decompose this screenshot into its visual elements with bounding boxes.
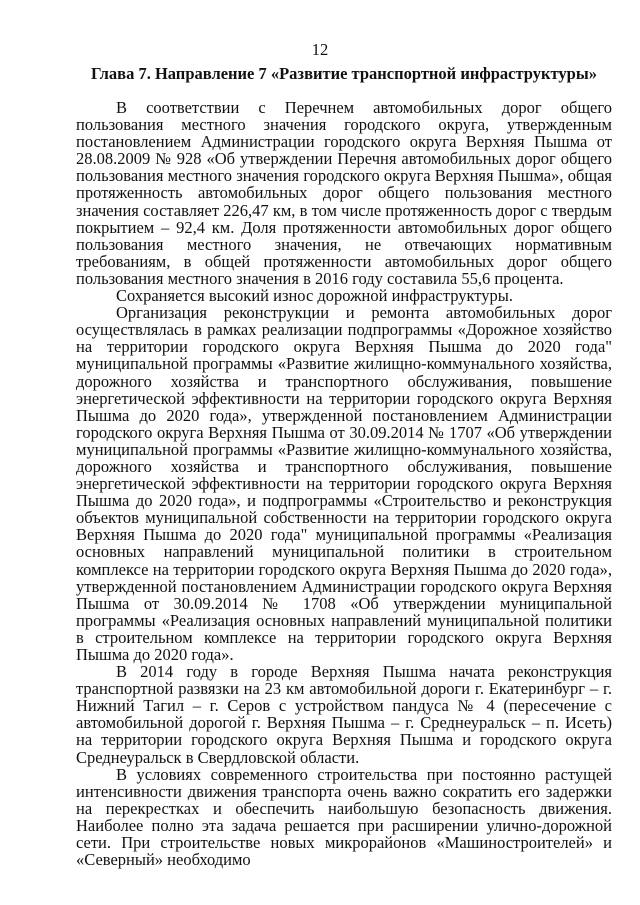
paragraph-road-wear: Сохраняется высокий износ дорожной инфраструктуры. [116,286,514,306]
paragraph-road-network: В соответствии с Перечнем автомобильных дорог общего пользования местного значения городского округа, утвержденным постановлением Администрации городского округа Верхняя Пышма от 28.08.2009 № 928 «Об утверждении Перечня автомобильных дорог общего пользования местного значения городского округа Верхняя Пышма», общая протяженность автомобильных дорог общего пользования местного значения составляет 226,47 км, в том числе протяженность дорог с твердым покрытием – 92,4 км. Доля протяженности автомобильных дорог общего пользования местного значения, не отвечающих нормативным требованиям, в общей протяженности автомобильных дорог общего пользования местного значения в 2016 году составила 55,6 процента. [76,98,612,288]
chapter-title: Глава 7. Направление 7 «Развитие транспортной инфраструктуры» [91,64,597,83]
page-number: 12 [311,40,329,59]
paragraph-interchange-reconstruction: В 2014 году в городе Верхняя Пышма начата реконструкция транспортной развязки на 23 км автомобильной дороги г. Екатеринбург – г. Нижний Тагил – г. Серов с устройством пандуса № 4 (пересечение с автомобильной дорогой г. Верхняя Пышма – г. Среднеуральск – п. Исеть) на территории городского округа Верхняя Пышма и городского округа Среднеуральск в Свердловской области. [76,662,612,767]
paragraph-traffic-conditions: В условиях современного строительства при постоянно растущей интенсивности движения транспорта очень важно сократить его задержки на перекрестках и обеспечить наибольшую безопасность движения. Наиболее полно эта задача решается при расширении улично-дорожной сети. При строительстве новых микрорайонов «Машиностроителей» и «Северный» необходимо [76,764,612,870]
body-text [76,99,612,868]
paragraph-road-programs: Организация реконструкции и ремонта автомобильных дорог осуществлялась в рамках реализации подпрограммы «Дорожное хозяйство на территории городского округа Верхняя Пышма до 2020 года" муниципальной программы «Развитие жилищно-коммунального хозяйства, дорожного хозяйства и транспортного обслуживания, повышение энергетической эффективности на территории городского округа Верхняя Пышма до 2020 года», утвержденной постановлением Администрации городского округа Верхняя Пышма от 30.09.2014 № 1707 «Об утверждении муниципальной программы «Развитие жилищно-коммунального хозяйства, дорожного хозяйства и транспортного обслуживания, повышение энергетической эффективности на территории городского округа Верхняя Пышма до 2020 года», и подпрограммы «Строительство и реконструкция объектов муниципальной собственности на территории городского округа Верхняя Пышма до 2020 года" муниципальной программы «Реализация основных направлений муниципальной политики в строительном комплексе на территории городского округа Верхняя Пышма до 2020 года», утвержденной постановлением Администрации городского округа Верхняя Пышма от 30.09.2014 № 1708 «Об утверждении муниципальной программы «Реализация основных направлений муниципальной политики в строительном комплексе на территории городского округа Верхняя Пышма до 2020 года». [76,303,612,664]
